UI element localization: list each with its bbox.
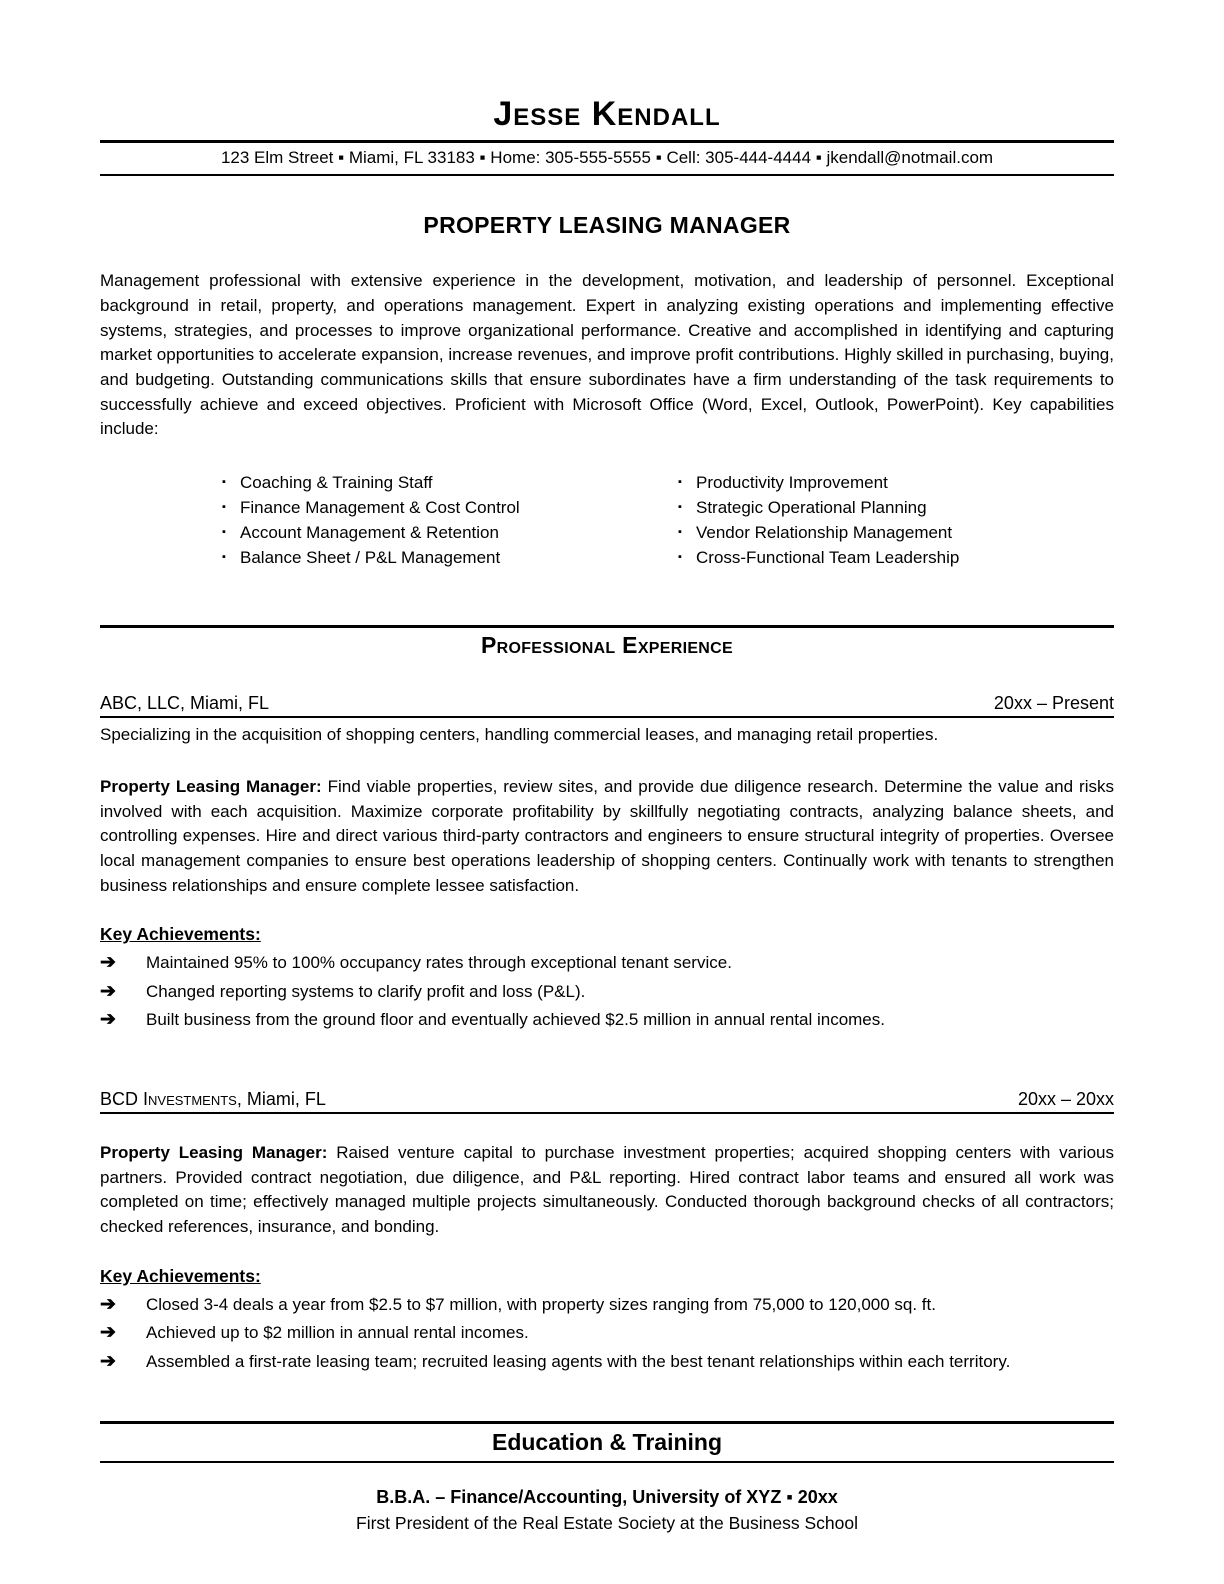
- capability-label: Coaching & Training Staff: [240, 472, 433, 492]
- achievement-text: Changed reporting systems to clarify profit and loss (P&L).: [146, 981, 586, 1001]
- company-name: [100, 693, 269, 714]
- capability-label: Productivity Improvement: [696, 472, 888, 492]
- key-achievements-heading: Key Achievements:: [100, 1265, 261, 1286]
- company-name-main: ABC, LLC: [100, 693, 181, 714]
- company-name-main: BCD Investments: [100, 1089, 237, 1110]
- role-paragraph: [100, 775, 1114, 898]
- education-detail: First President of the Real Estate Society at the Business School: [356, 1512, 858, 1533]
- role-description: Raised venture capital to purchase investment properties; acquired shopping centers with various partners. Provided contract negotiation, due diligence, and P&L reporting. Hired contract labor teams and ensured all work was completed on time; effectively managed multiple projects simultaneously. Conducted thorough background checks of all contractors; checked references, insurance, and bonding.: [100, 1143, 1114, 1236]
- arrow-bullet-icon: ➔: [100, 952, 116, 974]
- section-divider: [100, 1461, 1114, 1463]
- company-tagline: Specializing in the acquisition of shopping centers, handling commercial leases, and managing retail properties.: [100, 725, 939, 745]
- list-item: [100, 1350, 1114, 1375]
- company-location: , Miami, FL: [180, 693, 270, 714]
- company-location: , Miami, FL: [236, 1089, 326, 1110]
- key-achievements-heading: Key Achievements:: [100, 924, 261, 945]
- achievement-text: Assembled a first-rate leasing team; recruited leasing agents with the best tenant relationships within each territory.: [146, 1351, 1011, 1371]
- capability-label: Vendor Relationship Management: [696, 523, 953, 543]
- list-item: [222, 471, 678, 494]
- arrow-bullet-icon: ➔: [100, 1322, 116, 1344]
- role-title: Property Leasing Manager:: [100, 1143, 328, 1163]
- header-divider-bottom: [100, 174, 1114, 176]
- company-row: [100, 693, 1114, 718]
- capability-label: Cross-Functional Team Leadership: [696, 548, 960, 568]
- document-title: PROPERTY LEASING MANAGER: [423, 212, 791, 239]
- list-item: [678, 496, 1114, 519]
- section-heading-education: Education & Training: [491, 1428, 722, 1455]
- employment-dates: 20xx – Present: [993, 693, 1114, 714]
- square-bullet-icon: ▪: [222, 475, 226, 488]
- achievement-text: Closed 3-4 deals a year from $2.5 to $7 million, with property sizes ranging from 75,000 to 120,000 sq. ft.: [146, 1294, 936, 1314]
- company-row: [100, 1089, 1114, 1114]
- job-entry-1: [100, 693, 1114, 1033]
- square-bullet-icon: ▪: [678, 475, 682, 488]
- achievement-text: Maintained 95% to 100% occupancy rates through exceptional tenant service.: [146, 953, 732, 973]
- contact-line: 123 Elm Street ▪ Miami, FL 33183 ▪ Home: 305-555-5555 ▪ Cell: 305-444-4444 ▪ jkendall@notmail.com: [220, 148, 994, 168]
- achievements-list: [100, 1293, 1114, 1375]
- list-item: [100, 980, 1114, 1005]
- capabilities-column-right: [678, 471, 1114, 571]
- square-bullet-icon: ▪: [222, 551, 226, 564]
- arrow-bullet-icon: ➔: [100, 980, 116, 1002]
- list-item: [222, 521, 678, 544]
- list-item: [678, 546, 1114, 569]
- role-description: Find viable properties, review sites, and provide due diligence research. Determine the value and risks involved with each acquisition. Maximize corporate profitability by skillfully negotiating contracts, analyzing balance sheets, and controlling expenses. Hire and direct various third-party contractors and engineers to ensure structural integrity of properties. Oversee local management companies to ensure best operations leadership of shopping centers. Continually work with tenants to strengthen business relationships and ensure complete lessee satisfaction.: [100, 776, 1114, 895]
- achievement-text: Built business from the ground floor and eventually achieved $2.5 million in annual rental incomes.: [146, 1010, 885, 1030]
- square-bullet-icon: ▪: [678, 500, 682, 513]
- list-item: [678, 471, 1114, 494]
- list-item: [222, 546, 678, 569]
- list-item: [100, 951, 1114, 976]
- role-title: Property Leasing Manager:: [100, 776, 322, 796]
- role-paragraph: [100, 1141, 1114, 1240]
- capability-label: Finance Management & Cost Control: [240, 497, 520, 517]
- capability-label: Account Management & Retention: [240, 523, 499, 543]
- degree-line: B.B.A. – Finance/Accounting, University of XYZ ▪ 20xx: [376, 1486, 838, 1507]
- education-section: [100, 1421, 1114, 1534]
- achievement-text: Achieved up to $2 million in annual rental incomes.: [146, 1323, 529, 1343]
- capabilities-list: [100, 471, 1114, 571]
- experience-section: [100, 625, 1114, 663]
- square-bullet-icon: ▪: [222, 500, 226, 513]
- square-bullet-icon: ▪: [222, 526, 226, 539]
- candidate-name: Jesse Kendall: [493, 95, 721, 133]
- square-bullet-icon: ▪: [678, 526, 682, 539]
- summary-paragraph: Management professional with extensive experience in the development, motivation, and leadership of personnel. Exceptional background in retail, property, and operations management. Expert in analyzing existing operations and implementing effective systems, strategies, and processes to improve organizational performance. Creative and accomplished in identifying and capturing market opportunities to accelerate expansion, increase revenues, and improve profit contributions. Highly skilled in purchasing, buying, and budgeting. Outstanding communications skills that ensure subordinates have a firm understanding of the task requirements to successfully achieve and exceed objectives. Proficient with Microsoft Office (Word, Excel, Outlook, PowerPoint). Key capabilities include:: [100, 271, 1114, 439]
- list-item: [678, 521, 1114, 544]
- capability-label: Balance Sheet / P&L Management: [240, 548, 501, 568]
- list-item: [100, 1008, 1114, 1033]
- arrow-bullet-icon: ➔: [100, 1350, 116, 1372]
- list-item: [100, 1293, 1114, 1318]
- job-entry-2: [100, 1089, 1114, 1374]
- achievements-list: [100, 951, 1114, 1033]
- capability-label: Strategic Operational Planning: [696, 497, 927, 517]
- arrow-bullet-icon: ➔: [100, 1293, 116, 1315]
- company-name: [100, 1089, 326, 1110]
- list-item: [222, 496, 678, 519]
- capabilities-column-left: [100, 471, 678, 571]
- section-heading-experience: Professional Experience: [480, 632, 733, 659]
- square-bullet-icon: ▪: [678, 551, 682, 564]
- employment-dates: 20xx – 20xx: [1017, 1089, 1114, 1110]
- list-item: [100, 1321, 1114, 1346]
- arrow-bullet-icon: ➔: [100, 1009, 116, 1031]
